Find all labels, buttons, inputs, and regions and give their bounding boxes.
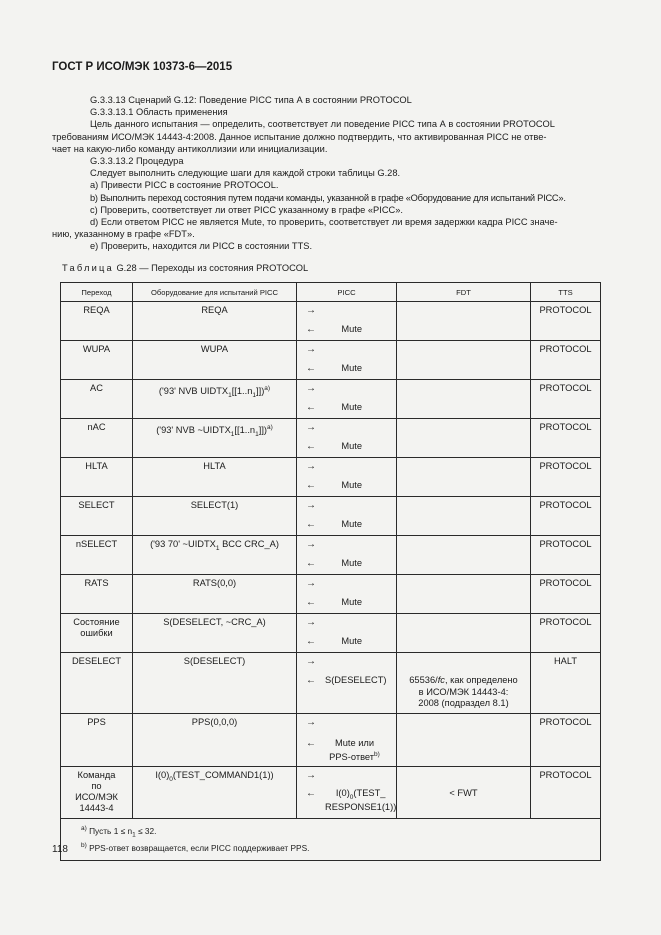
transition-cell: Состояние ошибки [61,614,133,653]
fdt-cell [397,575,531,614]
equipment-cell: RATS(0,0) [133,575,297,614]
arrow-right-icon: → [306,539,316,550]
table-row [61,575,601,614]
table-row [61,380,601,419]
table-row [61,497,601,536]
arrow-left-icon: ← [306,675,316,686]
step-d-line-1: d) Если ответом PICC не является Mute, то проверить, соответствует ли время задержки кадра PICC значе- [90,217,558,228]
column-header: FDT [397,283,531,302]
purpose-line-3: чает на какую-либо команду антиколлизии или инициализации. [52,143,328,154]
picc-cell [297,614,397,653]
equipment-cell: SELECT(1) [133,497,297,536]
table-row [61,341,601,380]
picc-response: Mute [341,324,362,334]
arrow-right-icon: → [306,422,316,433]
picc-response: S(DESELECT) [325,675,387,685]
transition-cell: AC [61,380,133,419]
picc-cell [297,713,397,766]
picc-response: Mute [341,636,362,646]
transition-cell: PPS [61,713,133,766]
transition-cell: Команда по ИСО/МЭК 14443-4 [61,766,133,818]
document-header: ГОСТ Р ИСО/МЭК 10373-6—2015 [52,61,233,73]
picc-response: Mute [341,480,362,490]
fdt-cell [397,497,531,536]
arrow-right-icon: → [306,344,316,355]
picc-response: Mute или PPS-ответ$^{b)}$ [329,737,380,762]
fdt-cell: < FWT [397,766,531,818]
fdt-cell [397,536,531,575]
picc-cell [297,766,397,818]
table-row [61,614,601,653]
table-row [61,536,601,575]
column-header: TTS [531,283,601,302]
picc-cell [297,302,397,341]
arrow-right-icon: → [306,716,316,728]
equipment-cell: S(DESELECT, ~CRC_A) [133,614,297,653]
arrow-left-icon: ← [306,402,316,413]
picc-cell [297,536,397,575]
arrow-left-icon: ← [306,558,316,569]
purpose-line-1: Цель данного испытания — определить, соответствует ли поведение PICC типа А в состоянии PROTOCOL [90,119,555,130]
arrow-right-icon: → [306,383,316,394]
tts-cell: PROTOCOL [531,380,601,419]
footnote-b: $^{b)}$ PPS-ответ возвращается, если PICC поддерживает PPS. [81,842,310,853]
picc-cell [297,458,397,497]
table-footnotes [61,818,601,860]
tts-cell: HALT [531,653,601,714]
area-heading: G.3.3.13.1 Область применения [90,107,228,118]
fdt-cell [397,302,531,341]
arrow-right-icon: → [306,578,316,589]
column-header: Переход [61,283,133,302]
picc-cell [297,341,397,380]
footnotes-cell [61,818,601,860]
picc-response: $I(0)_0(TEST\_$ RESPONSE1(1)) [325,787,397,813]
step-a: a) Привести PICC в состояние PROTOCOL. [90,180,279,191]
table-row [61,766,601,818]
transitions-table [60,282,601,861]
fdt-cell [397,341,531,380]
fdt-cell [397,458,531,497]
equipment-cell: WUPA [133,341,297,380]
tts-cell: PROTOCOL [531,575,601,614]
section-text [52,94,610,253]
tts-cell: PROTOCOL [531,341,601,380]
transition-cell: DESELECT [61,653,133,714]
picc-response: Mute [341,519,362,529]
scenario-heading: G.3.3.13 Сценарий G.12: Поведение PICC типа А в состоянии PROTOCOL [90,95,412,105]
picc-cell [297,380,397,419]
table-row [61,713,601,766]
picc-cell [297,653,397,714]
fdt-cell [397,419,531,458]
equipment-cell: PPS(0,0,0) [133,713,297,766]
arrow-left-icon: ← [306,737,316,749]
arrow-left-icon: ← [306,787,316,799]
equipment-cell: ('93' NVB $\sim UIDTX_1[[1..n_1]])^{a)}$ [133,419,297,458]
table-row [61,419,601,458]
table-row [61,653,601,714]
transition-cell: nSELECT [61,536,133,575]
arrow-left-icon: ← [306,363,316,374]
arrow-right-icon: → [306,305,316,316]
arrow-right-icon: → [306,461,316,472]
equipment-cell: S(DESELECT) [133,653,297,714]
tts-cell: PROTOCOL [531,614,601,653]
step-c: c) Проверить, соответствует ли ответ PICC указанному в графе «PICC». [90,204,404,215]
picc-cell [297,419,397,458]
picc-response: Mute [341,363,362,373]
step-d-line-2: нию, указанному в графе «FDT». [52,229,195,240]
picc-response: Mute [341,558,362,568]
equipment-cell: $I(0)_0(TEST\_COMMAND1(1))$ [133,766,297,818]
arrow-left-icon: ← [306,597,316,608]
caption-text: G.28 — Переходы из состояния PROTOCOL [116,263,309,273]
table-caption [62,263,308,273]
fdt-cell [397,713,531,766]
fdt-cell [397,614,531,653]
tts-cell: PROTOCOL [531,766,601,818]
tts-cell: PROTOCOL [531,497,601,536]
transition-cell: WUPA [61,341,133,380]
equipment-cell: REQA [133,302,297,341]
procedure-intro: Следует выполнить следующие шаги для каждой строки таблицы G.28. [90,168,401,179]
arrow-right-icon: → [306,656,316,667]
caption-prefix: Таблица [62,263,114,273]
tts-cell: PROTOCOL [531,458,601,497]
arrow-left-icon: ← [306,480,316,491]
transition-cell: HLTA [61,458,133,497]
tts-cell: PROTOCOL [531,419,601,458]
tts-cell: PROTOCOL [531,713,601,766]
transition-cell: SELECT [61,497,133,536]
picc-response: Mute [341,441,362,451]
purpose-line-2: требованиям ИСО/МЭК 14443-4:2008. Данное испытание должно подтвердить, что активированная PICC не отве- [52,131,547,142]
equipment-cell: ('93 70' $\sim UIDTX_1$ BCC CRC_A) [133,536,297,575]
arrow-right-icon: → [306,500,316,511]
column-header: Оборудование для испытаний PICC [133,283,297,302]
transition-cell: nAC [61,419,133,458]
equipment-cell: ('93' NVB $UIDTX_1[[1..n_1]])^{a)}$ [133,380,297,419]
picc-cell [297,497,397,536]
footnote-a: $^{a)}$ Пусть $1 \le n_1 \le 32$. [81,824,157,839]
transition-cell: RATS [61,575,133,614]
arrow-left-icon: ← [306,636,316,647]
arrow-left-icon: ← [306,519,316,530]
table-header-row [61,283,601,302]
step-b: b) Выполнить переход состояния путем подачи команды, указанной в графе «Оборудование для испытаний PICC». [90,192,566,203]
fdt-cell [397,380,531,419]
picc-cell [297,575,397,614]
procedure-heading: G.3.3.13.2 Процедура [90,156,184,167]
arrow-right-icon: → [306,769,316,781]
picc-response: Mute [341,402,362,412]
page-number: 118 [52,844,68,855]
arrow-left-icon: ← [306,324,316,335]
arrow-left-icon: ← [306,441,316,452]
step-e: e) Проверить, находится ли PICC в состоянии TTS. [90,241,313,252]
tts-cell: PROTOCOL [531,536,601,575]
picc-response: Mute [341,597,362,607]
fdt-cell: 65536/fc, как определено в ИСО/МЭК 14443-4: 2008 (подраздел 8.1) [397,653,531,714]
arrow-right-icon: → [306,617,316,628]
tts-cell: PROTOCOL [531,302,601,341]
table-row [61,302,601,341]
transition-cell: REQA [61,302,133,341]
equipment-cell: HLTA [133,458,297,497]
table-row [61,458,601,497]
column-header: PICC [297,283,397,302]
